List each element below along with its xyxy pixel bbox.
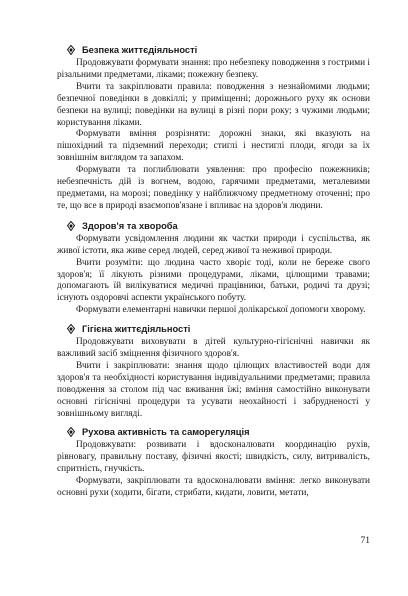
paragraph: Вчити розуміти: що людина часто хворіє тоді, коли не береже свого здоров'я; її лікують різними процедурами, ліками, цілющими травами; допомагають їй вилікуватися медичні працівники, батьки, родичі та друзі; існують оздоровчі аспекти українського побуту. bbox=[57, 257, 370, 304]
section-title: Рухова активність та саморегуляція bbox=[82, 427, 250, 438]
paragraph: Формувати вміння розрізняти: дорожні знаки, які вказують на пішохідний та підземний переходи; стиглі і нестиглі плоди, ягоди за їх зовнішнім виглядом та запахом. bbox=[57, 129, 370, 164]
diamond-bullet-icon bbox=[66, 427, 76, 437]
section-health bbox=[57, 220, 370, 317]
paragraph: Продовжувати виховувати в дітей культурно-гігієнічні навички як важливий засіб зміцнення фізичного здоров'я. bbox=[57, 337, 370, 360]
section-heading bbox=[66, 44, 370, 56]
section-motor-activity bbox=[57, 426, 370, 500]
section-title: Здоров'я та хвороба bbox=[82, 220, 178, 231]
section-heading bbox=[66, 426, 370, 438]
paragraph: Вчити і закріплювати: знання щодо цілющих властивостей води для здоров'я та необхідності користування індивідуальними предметами; правила поводження за столом під час вживання їжі; вміння самостійно виконувати основні гігієнічні процедури та усувати неохайності і забрудненості у зовнішньому вигляді. bbox=[57, 360, 370, 419]
section-heading bbox=[66, 323, 370, 335]
diamond-bullet-icon bbox=[66, 45, 76, 55]
diamond-bullet-icon bbox=[66, 324, 76, 334]
paragraph: Продовжувати: розвивати і вдосконалювати координацію рухів, рівновагу, правильну поставу, фізичні якості; швидкість, силу, витривалість, спритність, гнучкість. bbox=[57, 440, 370, 475]
section-hygiene bbox=[57, 323, 370, 420]
paragraph: Формувати елементарні навички першої долікарської допомоги хворому. bbox=[76, 305, 366, 316]
paragraph: Формувати усвідомлення людини як частки природи і суспільства, як живої істоти, яка живе серед людей, серед живої та неживої природи. bbox=[57, 233, 370, 256]
section-title: Безпека життєдіяльності bbox=[82, 45, 198, 55]
paragraph: Формувати та поглиблювати уявлення: про професію пожежників; небезпечність дій із вогнем, водою, гарячими предметами, металевими предметами, на морозі; поведінку у найближчому предметному оточенні; про те, що все в природі взаємопов'язане і впливає на здоров'я людини. bbox=[57, 165, 370, 211]
section-title: Гігієна життєдіяльності bbox=[82, 324, 191, 335]
diamond-bullet-icon bbox=[66, 221, 76, 231]
section-safety bbox=[57, 44, 370, 213]
page-number: 71 bbox=[360, 536, 370, 546]
paragraph: Вчити та закріплювати правила: поводження з незнайомими людьми; безпечної поведінки в довкіллі; у приміщенні; дорожнього руху як основи безпеки на вулиці; поведінки на вулиці в різні пори року; з чужими людьми; користування ліками. bbox=[57, 81, 370, 128]
paragraph: Формувати, закріплювати та вдосконалювати вміння: легко виконувати основні рухи (ходити, бігати, стрибати, кидати, ловити, метати, bbox=[57, 476, 370, 499]
paragraph: Продовжувати формувати знання: про небезпеку поводження з гострими і різальними предметами, ліками; пожежну безпеку. bbox=[57, 58, 370, 80]
section-heading bbox=[66, 220, 370, 232]
